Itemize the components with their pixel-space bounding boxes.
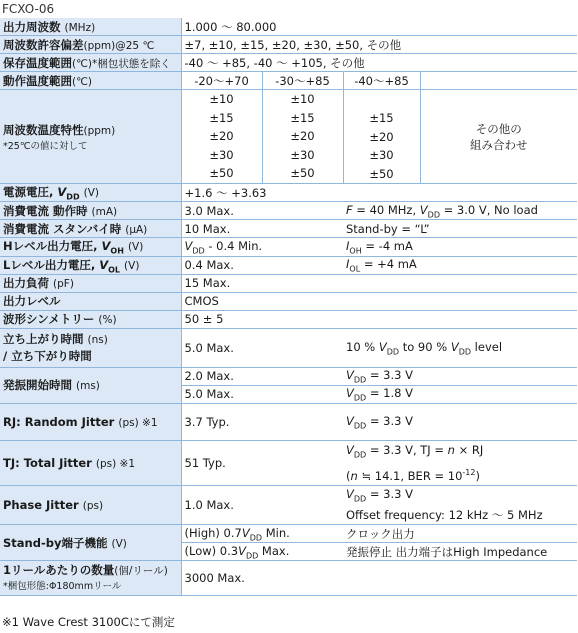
row-output-level: 出力レベル CMOS xyxy=(0,292,577,310)
row-frequency-tolerance: 周波数許容偏差(ppm)@25 ℃ ±7, ±10, ±15, ±20, ±30, ±50, その他 xyxy=(0,36,577,54)
value-frequency-tolerance: ±7, ±10, ±15, ±20, ±30, ±50, その他 xyxy=(181,36,577,54)
row-startup-2: 5.0 Max. $V_{DD} = 1.8$ V xyxy=(0,385,577,403)
row-reel-quantity: 1リールあたりの数量(個/リール) *梱包形態:Φ180mmリール 3000 Max. xyxy=(0,561,577,596)
row-current-active: 消費電流 動作時 (mA) 3.0 Max. F = 40 MHz, $V_{DD} = 3.0$ V, No load xyxy=(0,202,577,220)
spec-table xyxy=(0,18,577,596)
row-vol: Lレベル出力電圧, $V_{OL}$ (V) 0.4 Max. $I_{OL} = +4$ mA xyxy=(0,256,577,274)
row-random-jitter: RJ: Random Jitter (ps) ※1 3.7 Typ. $V_{DD} = 3.3$ V xyxy=(0,403,577,440)
row-phase-jitter: Phase Jitter (ps) 1.0 Max. $V_{DD} = 3.3$ V Offset frequency: 12 kHz ～ 5 MHz xyxy=(0,486,577,525)
row-symmetry: 波形シンメトリー (%) 50 ± 5 xyxy=(0,310,577,328)
row-standby-1: Stand-by端子機能 (V) (High) $0.7V_{DD}$ Min. クロック出力 xyxy=(0,525,577,543)
row-current-standby: 消費電流 スタンバイ時 (μA) 10 Max. Stand-by = “L” xyxy=(0,220,577,238)
label-output-frequency: 出力周波数 (MHz) xyxy=(0,18,181,36)
row-output-load: 出力負荷 (pF) 15 Max. xyxy=(0,274,577,292)
row-voh: Hレベル出力電圧, $V_{OH}$ (V) $V_{DD} - 0.4$ Min. $I_{OH} = -4$ mA xyxy=(0,238,577,256)
row-standby-2: (Low) $0.3V_{DD}$ Max. 発振停止 出力端子はHigh Impedance xyxy=(0,543,577,561)
row-storage-temp: 保存温度範囲(℃)*梱包状態を除く -40 ～ +85, -40 ～ +105, その他 xyxy=(0,54,577,72)
row-total-jitter: TJ: Total Jitter (ps) ※1 51 Typ. $V_{DD} = 3.3$ V, TJ = n × RJ (n ≒ 14.1, BER = $10^{-12}$) xyxy=(0,440,577,485)
row-output-frequency xyxy=(0,18,577,36)
row-startup-1: 発振開始時間 (ms) 2.0 Max. $V_{DD} = 3.3$ V xyxy=(0,367,577,385)
value-storage-temp: -40 ～ +85, -40 ～ +105, その他 xyxy=(181,54,577,72)
product-title: FCXO-06 xyxy=(2,2,55,16)
row-temp-characteristic: 周波数温度特性(ppm) *25℃の値に対して ±10 ±15 ±20 ±30 ±50 ±10 ±15 ±20 ±30 ±50 ±15 ±20 ±30 ±50 その他の 組み合わせ xyxy=(0,90,577,184)
row-supply-voltage: 電源電圧, $V_{DD}$ (V) +1.6 ～ +3.63 xyxy=(0,184,577,202)
row-rise-fall: 立ち上がり時間 (ns) / 立ち下がり時間 5.0 Max. 10 % $V_{DD}$ to 90 % $V_{DD}$ level xyxy=(0,328,577,367)
value-output-frequency: 1.000 ～ 80.000 xyxy=(181,18,577,36)
footnote: ※1 Wave Crest 3100Cにて測定 xyxy=(2,615,175,629)
row-operating-temp: 動作温度範囲(℃) -20～+70 -30～+85 -40～+85 xyxy=(0,72,577,90)
